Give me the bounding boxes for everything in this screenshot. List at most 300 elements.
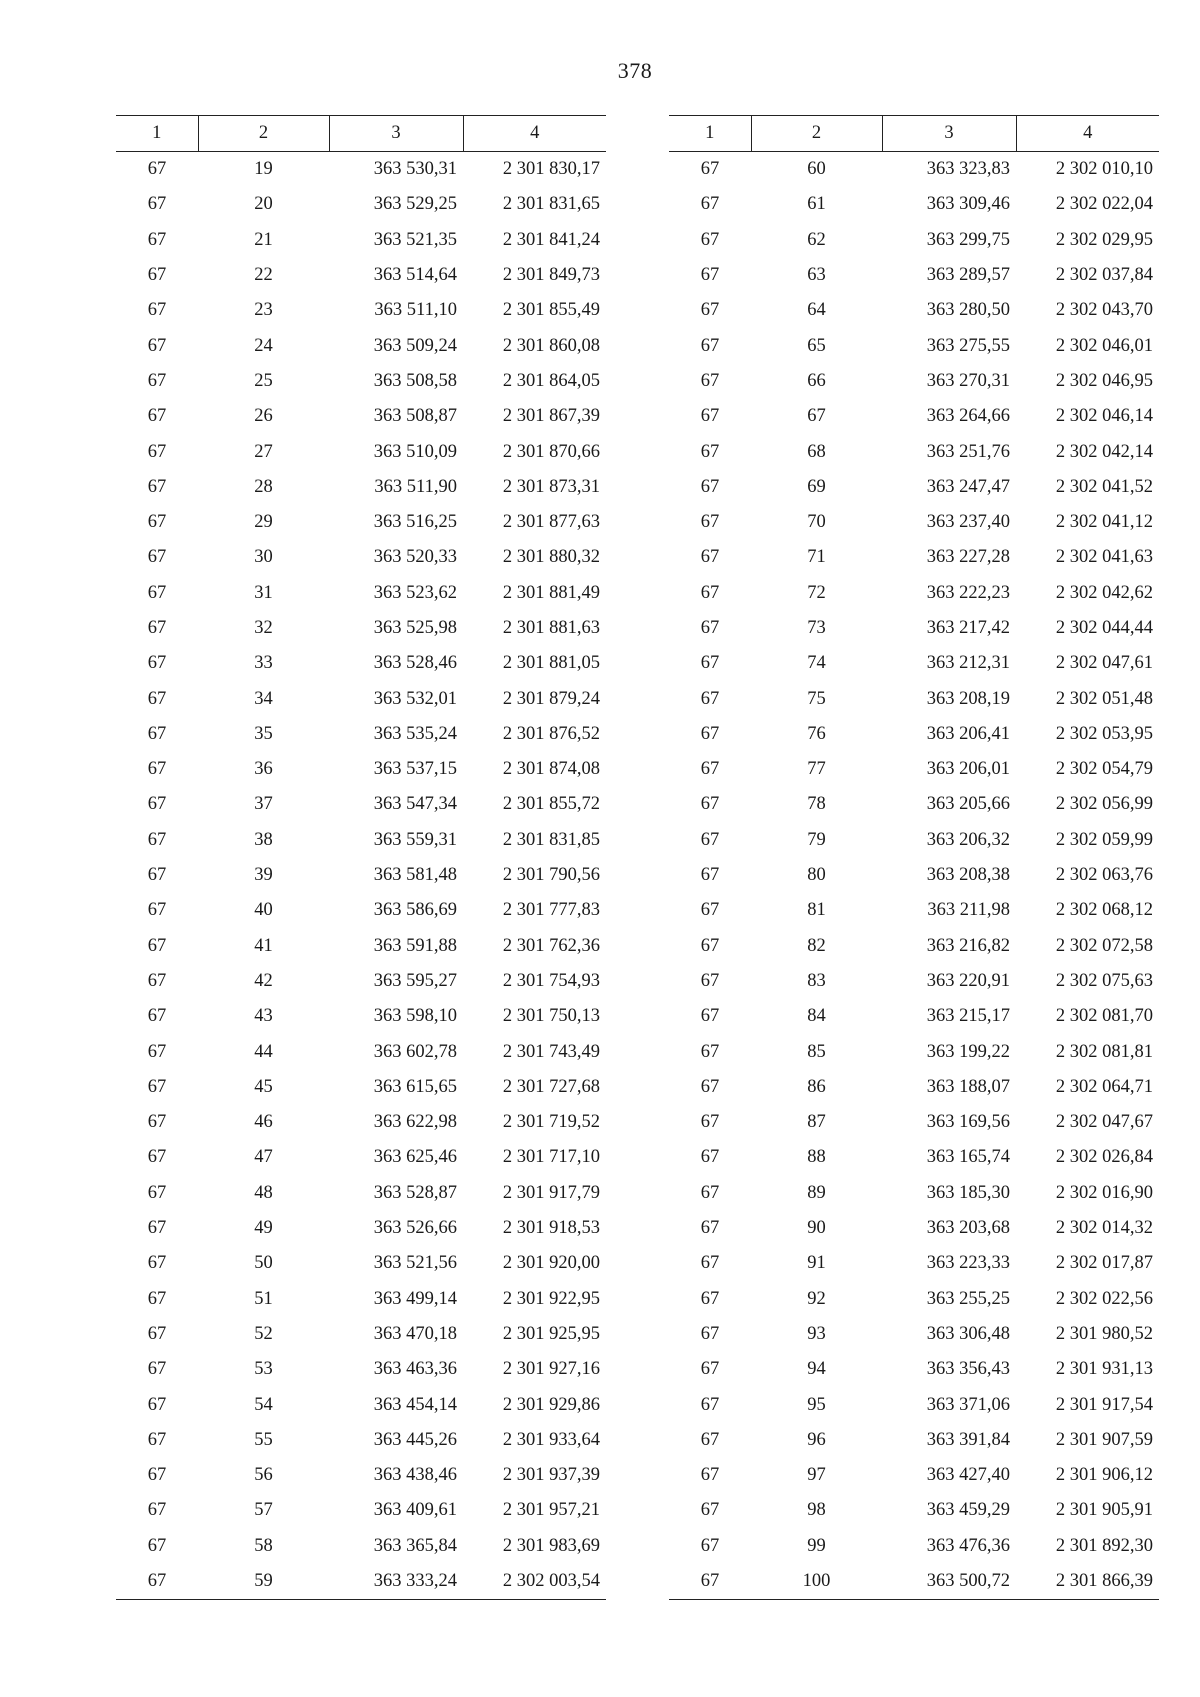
x-coordinate-cell: 363 165,74	[926, 1147, 1010, 1168]
point-number-cell: 57	[254, 1500, 273, 1521]
object-number-cell: 67	[147, 1076, 167, 1097]
point-number-cell: 91	[807, 1253, 826, 1274]
y-coordinate-cell: 2 301 831,85	[502, 829, 600, 850]
object-number-cell: 67	[147, 1006, 167, 1027]
point-number-cell: 44	[254, 1041, 273, 1062]
table-row	[116, 1282, 606, 1317]
table-row	[669, 893, 1159, 928]
point-number-cell: 73	[807, 618, 826, 638]
table-row	[116, 964, 606, 999]
point-number-cell: 93	[807, 1323, 826, 1344]
object-number-cell: 67	[147, 1182, 167, 1203]
object-number-cell: 67	[700, 406, 720, 427]
y-coordinate-cell: 2 302 054,79	[1055, 759, 1153, 780]
point-number-cell: 87	[807, 1112, 826, 1133]
x-coordinate-cell: 363 255,25	[926, 1288, 1010, 1309]
x-coordinate-cell: 363 206,41	[926, 723, 1010, 744]
y-coordinate-cell: 2 301 717,10	[502, 1147, 600, 1168]
column-header: 2	[751, 116, 882, 152]
point-number-cell: 94	[807, 1359, 826, 1380]
object-number-cell: 67	[700, 618, 720, 638]
table-row	[116, 1317, 606, 1352]
y-coordinate-cell: 2 301 841,24	[502, 229, 600, 250]
y-coordinate-cell: 2 302 003,54	[463, 1564, 606, 1600]
point-number-cell: 56	[254, 1465, 273, 1486]
point-number-cell: 62	[807, 229, 826, 250]
table-row	[669, 505, 1159, 540]
coordinates-table-left	[116, 115, 606, 1600]
y-coordinate-cell: 2 302 026,84	[1055, 1147, 1153, 1168]
table-row	[116, 752, 606, 787]
object-number-cell: 67	[147, 512, 167, 533]
table-row	[116, 152, 606, 188]
point-number-cell: 30	[254, 547, 273, 568]
point-number-cell: 99	[807, 1535, 826, 1556]
point-number-cell: 69	[807, 476, 826, 497]
table-row	[669, 293, 1159, 328]
object-number-cell: 67	[700, 829, 720, 850]
table-row	[669, 787, 1159, 822]
object-number-cell: 67	[700, 1323, 720, 1344]
x-coordinate-cell: 363 526,66	[373, 1218, 457, 1239]
point-number-cell: 74	[807, 653, 826, 674]
object-number-cell: 67	[700, 476, 720, 497]
point-number-cell: 51	[254, 1288, 273, 1309]
point-number-cell: 22	[254, 265, 273, 286]
object-number-cell: 67	[147, 1429, 167, 1450]
column-header: 1	[116, 116, 198, 152]
object-number-cell: 67	[147, 829, 167, 850]
table-row	[116, 364, 606, 399]
table-row	[669, 1211, 1159, 1246]
object-number-cell: 67	[147, 1394, 167, 1415]
y-coordinate-cell: 2 302 041,12	[1055, 512, 1153, 533]
point-number-cell: 76	[807, 723, 826, 744]
point-number-cell: 50	[254, 1253, 273, 1274]
x-coordinate-cell: 363 499,14	[373, 1288, 457, 1309]
x-coordinate-cell: 363 547,34	[373, 794, 457, 815]
table-row	[669, 399, 1159, 434]
table-row	[116, 187, 606, 222]
table-row	[669, 717, 1159, 752]
point-number-cell: 82	[807, 935, 826, 956]
x-coordinate-cell: 363 500,72	[882, 1564, 1016, 1600]
object-number-cell: 67	[147, 618, 167, 638]
y-coordinate-cell: 2 301 855,72	[502, 794, 600, 815]
object-number-cell: 67	[147, 723, 167, 744]
table-row	[669, 258, 1159, 293]
y-coordinate-cell: 2 302 037,84	[1055, 265, 1153, 286]
y-coordinate-cell: 2 301 849,73	[502, 265, 600, 286]
x-coordinate-cell: 363 511,90	[374, 476, 457, 497]
object-number-cell: 67	[700, 370, 720, 391]
object-number-cell: 67	[147, 1288, 167, 1309]
x-coordinate-cell: 363 222,23	[926, 582, 1010, 603]
y-coordinate-cell: 2 302 075,63	[1055, 970, 1153, 991]
y-coordinate-cell: 2 301 873,31	[502, 476, 600, 497]
table-row	[669, 964, 1159, 999]
point-number-cell: 64	[807, 300, 826, 321]
y-coordinate-cell: 2 302 072,58	[1055, 935, 1153, 956]
point-number-cell: 79	[807, 829, 826, 850]
table-row	[116, 1352, 606, 1387]
object-number-cell: 67	[700, 900, 720, 921]
table-row	[116, 1423, 606, 1458]
object-number-cell: 67	[669, 1564, 751, 1600]
y-coordinate-cell: 2 302 022,56	[1055, 1288, 1153, 1309]
y-coordinate-cell: 2 302 046,14	[1055, 406, 1153, 427]
point-number-cell: 81	[807, 900, 826, 921]
table-row	[669, 681, 1159, 716]
object-number-cell: 67	[147, 1359, 167, 1380]
point-number-cell: 40	[254, 900, 273, 921]
y-coordinate-cell: 2 302 051,48	[1055, 688, 1153, 709]
y-coordinate-cell: 2 302 046,95	[1055, 370, 1153, 391]
x-coordinate-cell: 363 528,87	[373, 1182, 457, 1203]
table-row	[116, 434, 606, 469]
object-number-cell: 67	[700, 1147, 720, 1168]
x-coordinate-cell: 363 215,17	[926, 1006, 1010, 1027]
point-number-cell: 55	[254, 1429, 273, 1450]
table-row	[669, 434, 1159, 469]
y-coordinate-cell: 2 301 830,17	[502, 159, 600, 180]
x-coordinate-cell: 363 227,28	[926, 547, 1010, 568]
object-number-cell: 67	[147, 935, 167, 956]
point-number-cell: 20	[254, 194, 273, 215]
point-number-cell: 45	[254, 1076, 273, 1097]
table-row	[669, 328, 1159, 363]
point-number-cell: 61	[807, 194, 826, 215]
table-row	[669, 1529, 1159, 1564]
point-number-cell: 48	[254, 1182, 273, 1203]
y-coordinate-cell: 2 301 929,86	[502, 1394, 600, 1415]
object-number-cell: 67	[147, 159, 167, 180]
y-coordinate-cell: 2 302 056,99	[1055, 794, 1153, 815]
x-coordinate-cell: 363 535,24	[373, 723, 457, 744]
table-row	[116, 470, 606, 505]
object-number-cell: 67	[147, 1112, 167, 1133]
table-row	[116, 823, 606, 858]
object-number-cell: 67	[147, 1465, 167, 1486]
y-coordinate-cell: 2 302 042,14	[1055, 441, 1153, 462]
x-coordinate-cell: 363 508,87	[373, 406, 457, 427]
point-number-cell: 60	[807, 159, 826, 180]
table-row	[116, 858, 606, 893]
point-number-cell: 92	[807, 1288, 826, 1309]
x-coordinate-cell: 363 525,98	[373, 618, 457, 638]
table-row	[669, 1070, 1159, 1105]
table-row	[116, 540, 606, 575]
table-row	[669, 646, 1159, 681]
x-coordinate-cell: 363 427,40	[926, 1465, 1010, 1486]
table-row	[116, 328, 606, 363]
y-coordinate-cell: 2 302 047,61	[1055, 653, 1153, 674]
x-coordinate-cell: 363 625,46	[373, 1147, 457, 1168]
y-coordinate-cell: 2 302 043,70	[1055, 300, 1153, 321]
y-coordinate-cell: 2 302 064,71	[1055, 1076, 1153, 1097]
point-number-cell: 97	[807, 1465, 826, 1486]
x-coordinate-cell: 363 216,82	[926, 935, 1010, 956]
object-number-cell: 67	[147, 441, 167, 462]
y-coordinate-cell: 2 301 917,79	[502, 1182, 600, 1203]
table-row	[669, 1493, 1159, 1528]
table-row	[116, 1211, 606, 1246]
x-coordinate-cell: 363 223,33	[926, 1253, 1010, 1274]
table-row	[669, 187, 1159, 222]
y-coordinate-cell: 2 302 042,62	[1055, 582, 1153, 603]
point-number-cell: 83	[807, 970, 826, 991]
object-number-cell: 67	[700, 970, 720, 991]
object-number-cell: 67	[700, 335, 720, 356]
column-header: 4	[463, 116, 606, 152]
object-number-cell: 67	[700, 1429, 720, 1450]
point-number-cell: 86	[807, 1076, 826, 1097]
point-number-cell: 29	[254, 512, 273, 533]
point-number-cell: 63	[807, 265, 826, 286]
x-coordinate-cell: 363 511,10	[374, 300, 457, 321]
point-number-cell: 39	[254, 865, 273, 886]
x-coordinate-cell: 363 391,84	[926, 1429, 1010, 1450]
table-row	[116, 1387, 606, 1422]
point-number-cell: 78	[807, 794, 826, 815]
y-coordinate-cell: 2 301 937,39	[502, 1465, 600, 1486]
y-coordinate-cell: 2 301 927,16	[502, 1359, 600, 1380]
y-coordinate-cell: 2 302 010,10	[1055, 159, 1153, 180]
x-coordinate-cell: 363 247,47	[926, 476, 1010, 497]
y-coordinate-cell: 2 302 014,32	[1055, 1218, 1153, 1239]
point-number-cell: 37	[254, 794, 273, 815]
x-coordinate-cell: 363 438,46	[373, 1465, 457, 1486]
object-number-cell: 67	[147, 547, 167, 568]
x-coordinate-cell: 363 365,84	[373, 1535, 457, 1556]
x-coordinate-cell: 363 529,25	[373, 194, 457, 215]
point-number-cell: 49	[254, 1218, 273, 1239]
coordinates-table-right	[669, 115, 1159, 1600]
x-coordinate-cell: 363 208,19	[926, 688, 1010, 709]
table-row	[669, 858, 1159, 893]
object-number-cell: 67	[147, 370, 167, 391]
table-row	[116, 1493, 606, 1528]
x-coordinate-cell: 363 586,69	[373, 900, 457, 921]
object-number-cell: 67	[147, 970, 167, 991]
x-coordinate-cell: 363 510,09	[373, 441, 457, 462]
point-number-cell: 70	[807, 512, 826, 533]
x-coordinate-cell: 363 289,57	[926, 265, 1010, 286]
table-row	[116, 399, 606, 434]
y-coordinate-cell: 2 302 022,04	[1055, 194, 1153, 215]
column-header: 3	[329, 116, 463, 152]
x-coordinate-cell: 363 470,18	[373, 1323, 457, 1344]
y-coordinate-cell: 2 301 917,54	[1055, 1394, 1153, 1415]
point-number-cell: 67	[807, 406, 826, 427]
y-coordinate-cell: 2 301 876,52	[502, 723, 600, 744]
point-number-cell: 72	[807, 582, 826, 603]
table-row	[116, 681, 606, 716]
x-coordinate-cell: 363 528,46	[373, 653, 457, 674]
point-number-cell: 59	[198, 1564, 329, 1600]
object-number-cell: 67	[147, 1323, 167, 1344]
object-number-cell: 67	[700, 759, 720, 780]
y-coordinate-cell: 2 301 870,66	[502, 441, 600, 462]
object-number-cell: 67	[147, 406, 167, 427]
point-number-cell: 41	[254, 935, 273, 956]
x-coordinate-cell: 363 199,22	[926, 1041, 1010, 1062]
x-coordinate-cell: 363 445,26	[373, 1429, 457, 1450]
x-coordinate-cell: 363 622,98	[373, 1112, 457, 1133]
x-coordinate-cell: 363 212,31	[926, 653, 1010, 674]
object-number-cell: 67	[700, 1500, 720, 1521]
object-number-cell: 67	[147, 1218, 167, 1239]
table-row	[669, 1105, 1159, 1140]
x-coordinate-cell: 363 323,83	[926, 159, 1010, 180]
column-header: 3	[882, 116, 1016, 152]
y-coordinate-cell: 2 301 867,39	[502, 406, 600, 427]
table-row	[116, 1564, 606, 1600]
x-coordinate-cell: 363 532,01	[373, 688, 457, 709]
object-number-cell: 67	[700, 1041, 720, 1062]
y-coordinate-cell: 2 301 874,08	[502, 759, 600, 780]
point-number-cell: 75	[807, 688, 826, 709]
x-coordinate-cell: 363 220,91	[926, 970, 1010, 991]
y-coordinate-cell: 2 301 906,12	[1055, 1465, 1153, 1486]
y-coordinate-cell: 2 302 017,87	[1055, 1253, 1153, 1274]
point-number-cell: 66	[807, 370, 826, 391]
object-number-cell: 67	[700, 1182, 720, 1203]
object-number-cell: 67	[116, 1564, 198, 1600]
object-number-cell: 67	[147, 335, 167, 356]
table-row	[116, 505, 606, 540]
y-coordinate-cell: 2 301 777,83	[502, 900, 600, 921]
x-coordinate-cell: 363 188,07	[926, 1076, 1010, 1097]
x-coordinate-cell: 363 514,64	[373, 265, 457, 286]
table-row	[669, 470, 1159, 505]
x-coordinate-cell: 363 598,10	[373, 1006, 457, 1027]
point-number-cell: 98	[807, 1500, 826, 1521]
object-number-cell: 67	[700, 935, 720, 956]
object-number-cell: 67	[700, 582, 720, 603]
point-number-cell: 34	[254, 688, 273, 709]
column-header: 4	[1016, 116, 1159, 152]
object-number-cell: 67	[700, 512, 720, 533]
table-row	[669, 1352, 1159, 1387]
y-coordinate-cell: 2 301 980,52	[1055, 1323, 1153, 1344]
x-coordinate-cell: 363 591,88	[373, 935, 457, 956]
point-number-cell: 84	[807, 1006, 826, 1027]
point-number-cell: 65	[807, 335, 826, 356]
x-coordinate-cell: 363 516,25	[373, 512, 457, 533]
object-number-cell: 67	[700, 1394, 720, 1415]
x-coordinate-cell: 363 237,40	[926, 512, 1010, 533]
y-coordinate-cell: 2 301 866,39	[1016, 1564, 1159, 1600]
x-coordinate-cell: 363 299,75	[926, 229, 1010, 250]
x-coordinate-cell: 363 602,78	[373, 1041, 457, 1062]
x-coordinate-cell: 363 537,15	[373, 759, 457, 780]
y-coordinate-cell: 2 301 881,05	[502, 653, 600, 674]
object-number-cell: 67	[147, 265, 167, 286]
point-number-cell: 71	[807, 547, 826, 568]
point-number-cell: 33	[254, 653, 273, 674]
point-number-cell: 90	[807, 1218, 826, 1239]
table-row	[116, 1140, 606, 1175]
x-coordinate-cell: 363 371,06	[926, 1394, 1010, 1415]
object-number-cell: 67	[700, 688, 720, 709]
object-number-cell: 67	[700, 159, 720, 180]
point-number-cell: 47	[254, 1147, 273, 1168]
point-number-cell: 89	[807, 1182, 826, 1203]
table-header-row	[116, 116, 606, 152]
table-row	[116, 717, 606, 752]
y-coordinate-cell: 2 301 983,69	[502, 1535, 600, 1556]
x-coordinate-cell: 363 521,35	[373, 229, 457, 250]
y-coordinate-cell: 2 302 053,95	[1055, 723, 1153, 744]
point-number-cell: 43	[254, 1006, 273, 1027]
table-row	[669, 611, 1159, 646]
point-number-cell: 100	[751, 1564, 882, 1600]
object-number-cell: 67	[700, 1112, 720, 1133]
y-coordinate-cell: 2 302 046,01	[1055, 335, 1153, 356]
point-number-cell: 46	[254, 1112, 273, 1133]
object-number-cell: 67	[147, 1041, 167, 1062]
y-coordinate-cell: 2 301 727,68	[502, 1076, 600, 1097]
table-row	[669, 576, 1159, 611]
y-coordinate-cell: 2 301 880,32	[502, 547, 600, 568]
object-number-cell: 67	[147, 688, 167, 709]
object-number-cell: 67	[147, 1147, 167, 1168]
point-number-cell: 25	[254, 370, 273, 391]
point-number-cell: 52	[254, 1323, 273, 1344]
point-number-cell: 31	[254, 582, 273, 603]
x-coordinate-cell: 363 530,31	[373, 159, 457, 180]
point-number-cell: 53	[254, 1359, 273, 1380]
table-row	[669, 1423, 1159, 1458]
table-row	[116, 646, 606, 681]
y-coordinate-cell: 2 301 907,59	[1055, 1429, 1153, 1450]
point-number-cell: 32	[254, 618, 273, 638]
x-coordinate-cell: 363 454,14	[373, 1394, 457, 1415]
point-number-cell: 85	[807, 1041, 826, 1062]
table-row	[116, 611, 606, 646]
table-row	[116, 1176, 606, 1211]
object-number-cell: 67	[700, 229, 720, 250]
y-coordinate-cell: 2 301 925,95	[502, 1323, 600, 1344]
y-coordinate-cell: 2 301 719,52	[502, 1112, 600, 1133]
object-number-cell: 67	[147, 476, 167, 497]
table-row	[669, 752, 1159, 787]
point-number-cell: 28	[254, 476, 273, 497]
table-row	[116, 1246, 606, 1281]
table-row	[116, 223, 606, 258]
point-number-cell: 88	[807, 1147, 826, 1168]
table-row	[116, 1070, 606, 1105]
y-coordinate-cell: 2 301 855,49	[502, 300, 600, 321]
object-number-cell: 67	[700, 441, 720, 462]
y-coordinate-cell: 2 301 905,91	[1055, 1500, 1153, 1521]
x-coordinate-cell: 363 275,55	[926, 335, 1010, 356]
table-row	[116, 893, 606, 928]
object-number-cell: 67	[700, 1465, 720, 1486]
point-number-cell: 80	[807, 865, 826, 886]
x-coordinate-cell: 363 270,31	[926, 370, 1010, 391]
table-row	[669, 1387, 1159, 1422]
object-number-cell: 67	[700, 1359, 720, 1380]
point-number-cell: 42	[254, 970, 273, 991]
object-number-cell: 67	[147, 900, 167, 921]
x-coordinate-cell: 363 309,46	[926, 194, 1010, 215]
x-coordinate-cell: 363 463,36	[373, 1359, 457, 1380]
y-coordinate-cell: 2 302 059,99	[1055, 829, 1153, 850]
table-row	[116, 1529, 606, 1564]
table-row	[669, 999, 1159, 1034]
